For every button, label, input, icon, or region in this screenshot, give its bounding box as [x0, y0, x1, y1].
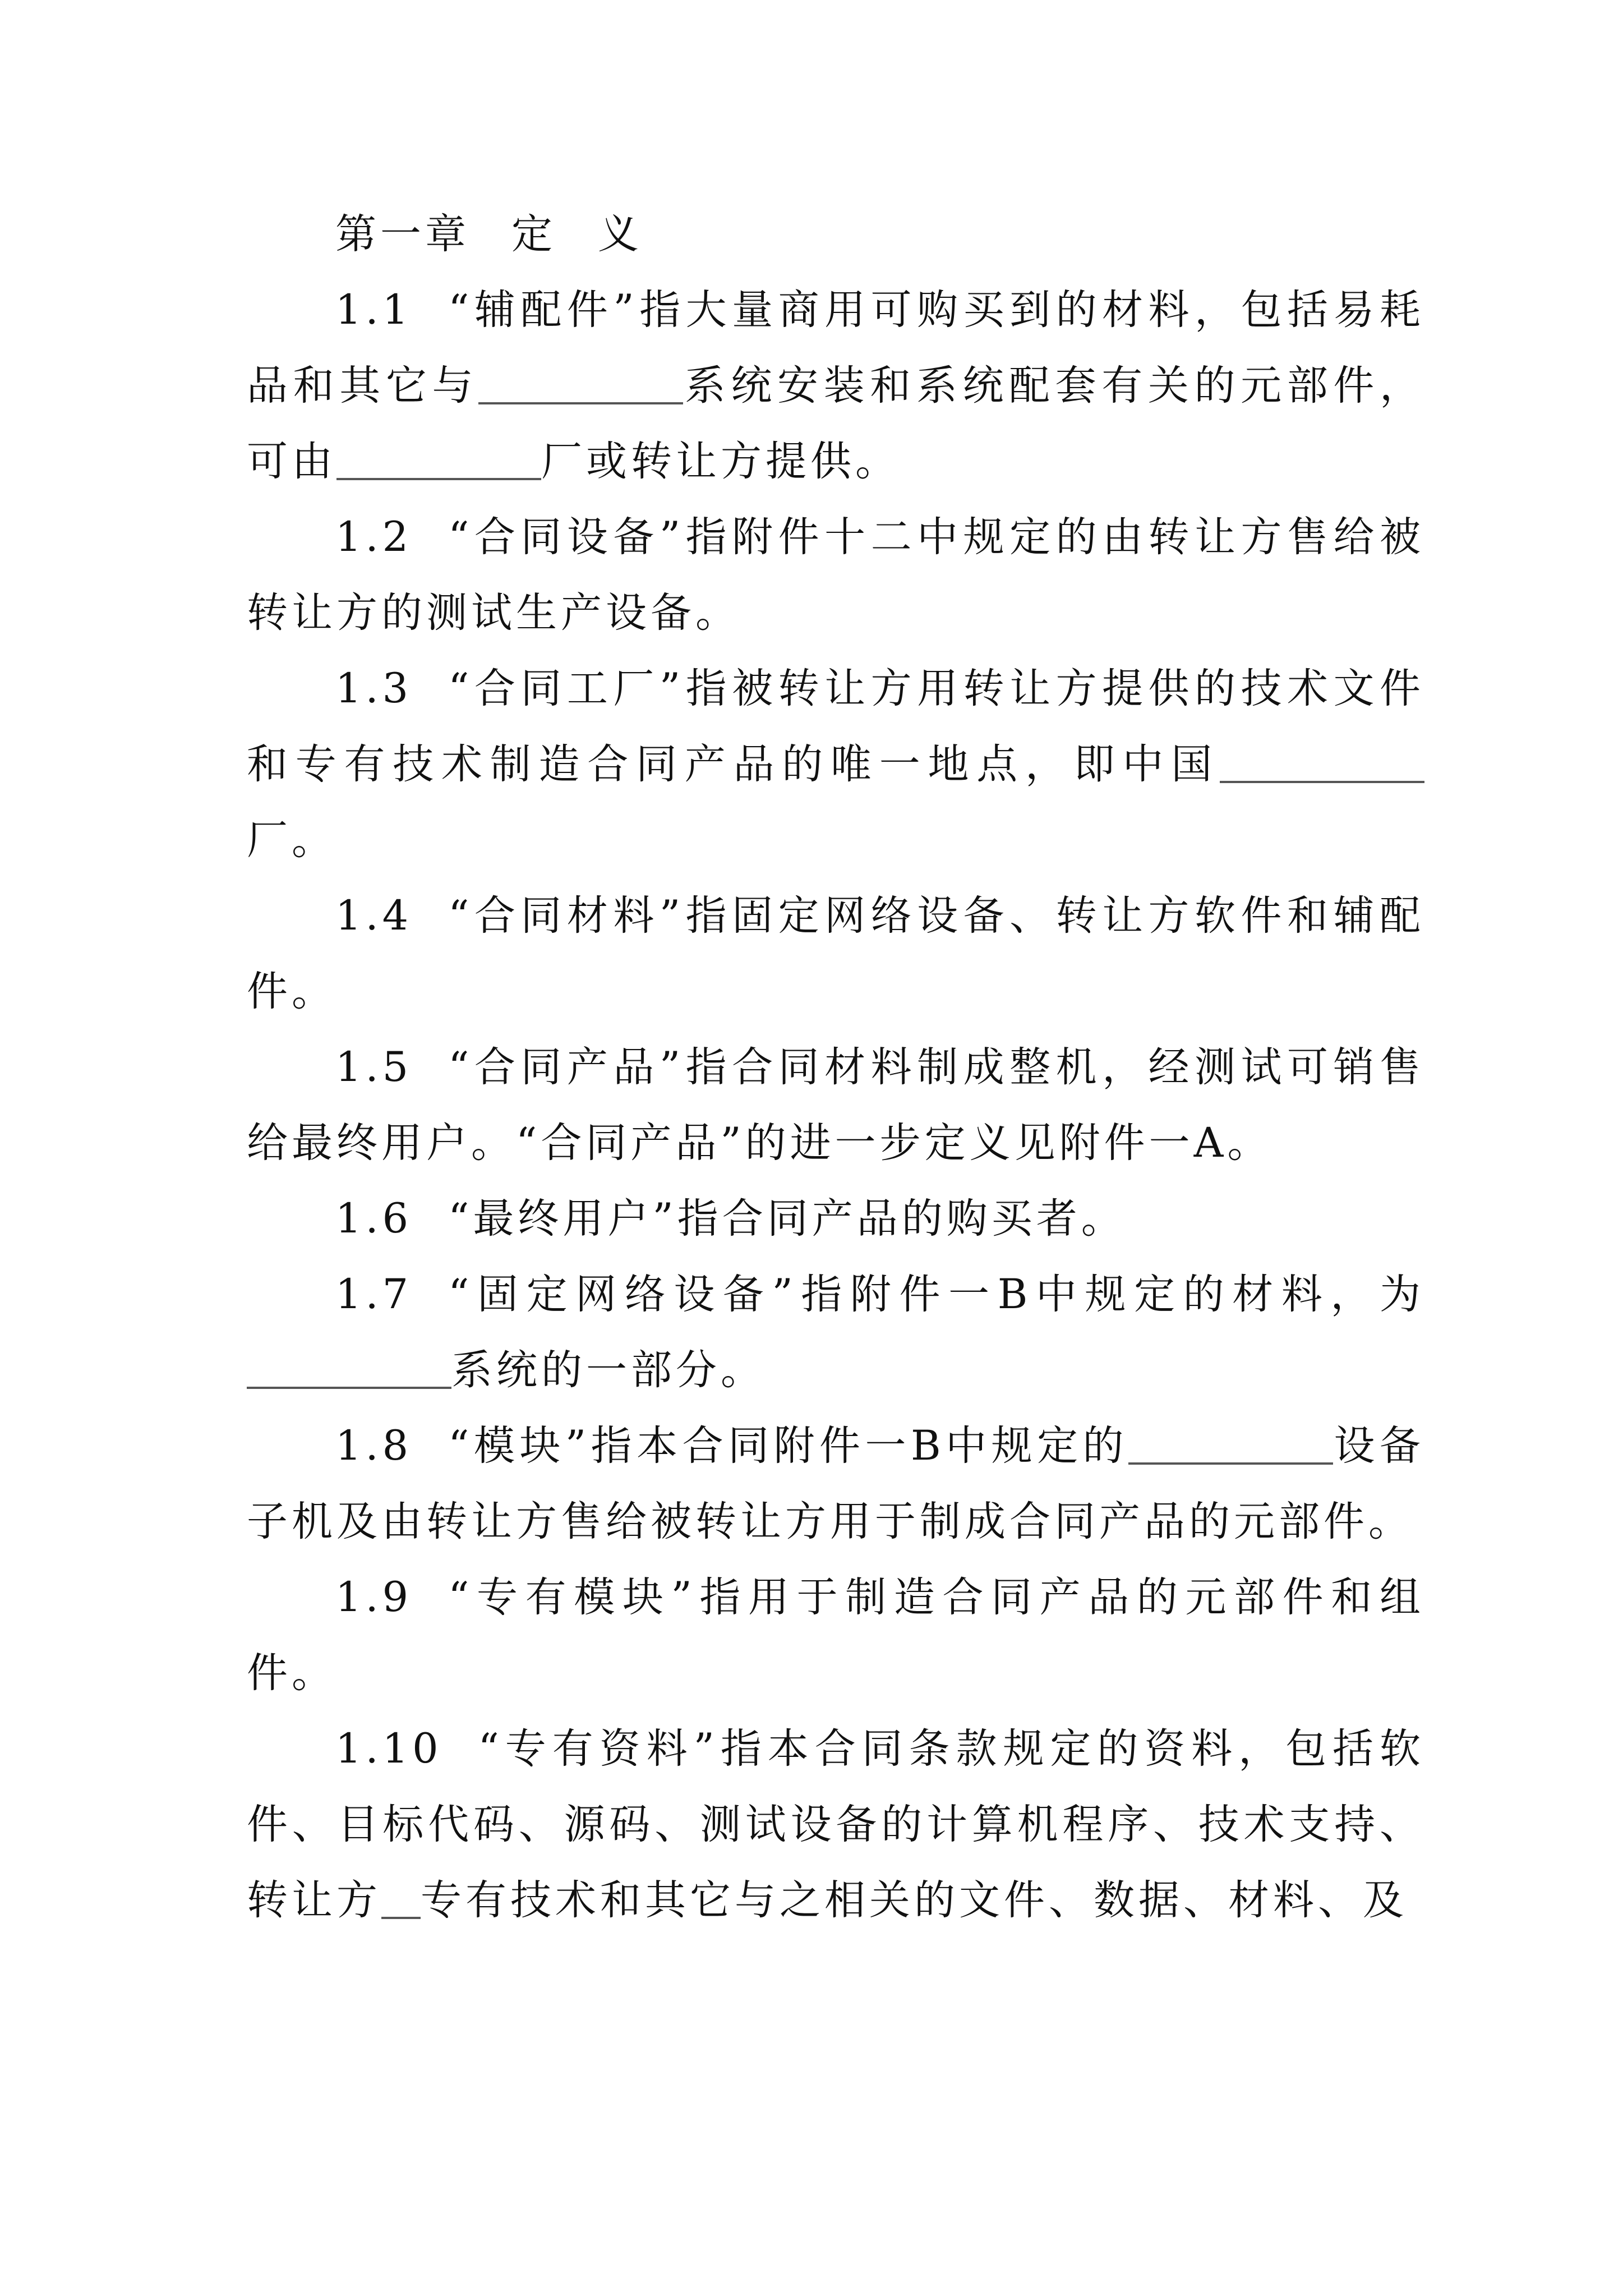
clause-1-5	[247, 1029, 1424, 1181]
clause-text: “合同产品”指合同材料制成整机，经测试可销售给最终用户。“合同产品”的进一步定义见附件一A。	[247, 1043, 1424, 1167]
clause-text: “合同设备”指附件十二中规定的由转让方售给被转让方的测试生产设备。	[247, 513, 1424, 637]
clause-text: “辅配件”指大量商用可购买到的材料，包括易耗品和其它与	[247, 286, 1424, 409]
clause-text: “专有模块”指用于制造合同产品的元部件和组件。	[247, 1573, 1424, 1697]
clause-text: 厂。	[247, 816, 336, 864]
clause-1-1	[247, 272, 1424, 499]
clause-number: 1.3	[335, 665, 413, 712]
fill-in-blank[interactable]	[1128, 1424, 1333, 1465]
clause-text: 专有技术和其它与之相关的文件、数据、材料、及	[421, 1876, 1408, 1924]
clause-text: “最终用户”指合同产品的购买者。	[448, 1195, 1126, 1243]
clause-1-2	[247, 499, 1424, 651]
clause-text: “模块”指本合同附件一B中规定的	[448, 1422, 1129, 1470]
chapter-heading	[247, 196, 1424, 272]
clause-number: 1.4	[335, 892, 413, 940]
clause-number: 1.5	[335, 1043, 413, 1091]
fill-in-blank[interactable]	[381, 1878, 421, 1919]
clause-number: 1.1	[335, 286, 413, 334]
clause-1-4	[247, 878, 1424, 1029]
fill-in-blank[interactable]	[1220, 742, 1424, 783]
clause-1-10	[247, 1711, 1424, 1938]
clause-number: 1.10	[335, 1725, 442, 1773]
clause-number: 1.9	[335, 1573, 413, 1621]
document-body	[247, 196, 1424, 1938]
chapter-title-part1: 第一章	[335, 210, 470, 258]
clause-number: 1.2	[335, 513, 413, 561]
chapter-title-part3: 义	[598, 210, 643, 258]
clause-1-6	[247, 1181, 1424, 1257]
clause-text: 设备子机及由转让方售给被转让方用于制成合同产品的元部件。	[247, 1422, 1425, 1545]
clause-1-7	[247, 1257, 1424, 1408]
clause-text: “合同材料”指固定网络设备、转让方软件和辅配件。	[247, 892, 1424, 1015]
clause-text: “合同工厂”指被转让方用转让方提供的技术文件和专有技术制造合同产品的唯一地点，即中国	[247, 665, 1424, 788]
clause-text: 系统的一部分。	[451, 1346, 766, 1394]
fill-in-blank[interactable]	[247, 1348, 451, 1389]
fill-in-blank[interactable]	[336, 439, 541, 480]
chapter-title-part2: 定	[511, 210, 556, 258]
clause-1-9	[247, 1559, 1424, 1711]
fill-in-blank[interactable]	[478, 364, 683, 404]
clause-text: 系统安装和系统配套有关的元部件，可由	[247, 362, 1425, 485]
clause-1-8	[247, 1408, 1424, 1559]
clause-text: 厂或转让方提供。	[541, 438, 900, 485]
clause-number: 1.8	[335, 1422, 413, 1470]
clause-number: 1.7	[335, 1271, 413, 1318]
clause-text: “专有资料”指本合同条款规定的资料，包括软件、目标代码、源码、测试设备的计算机程序、技术支持、转让方	[247, 1725, 1424, 1924]
clause-1-3	[247, 651, 1424, 878]
clause-number: 1.6	[335, 1195, 413, 1243]
clause-text: “固定网络设备”指附件一B中规定的材料，为	[448, 1271, 1424, 1318]
